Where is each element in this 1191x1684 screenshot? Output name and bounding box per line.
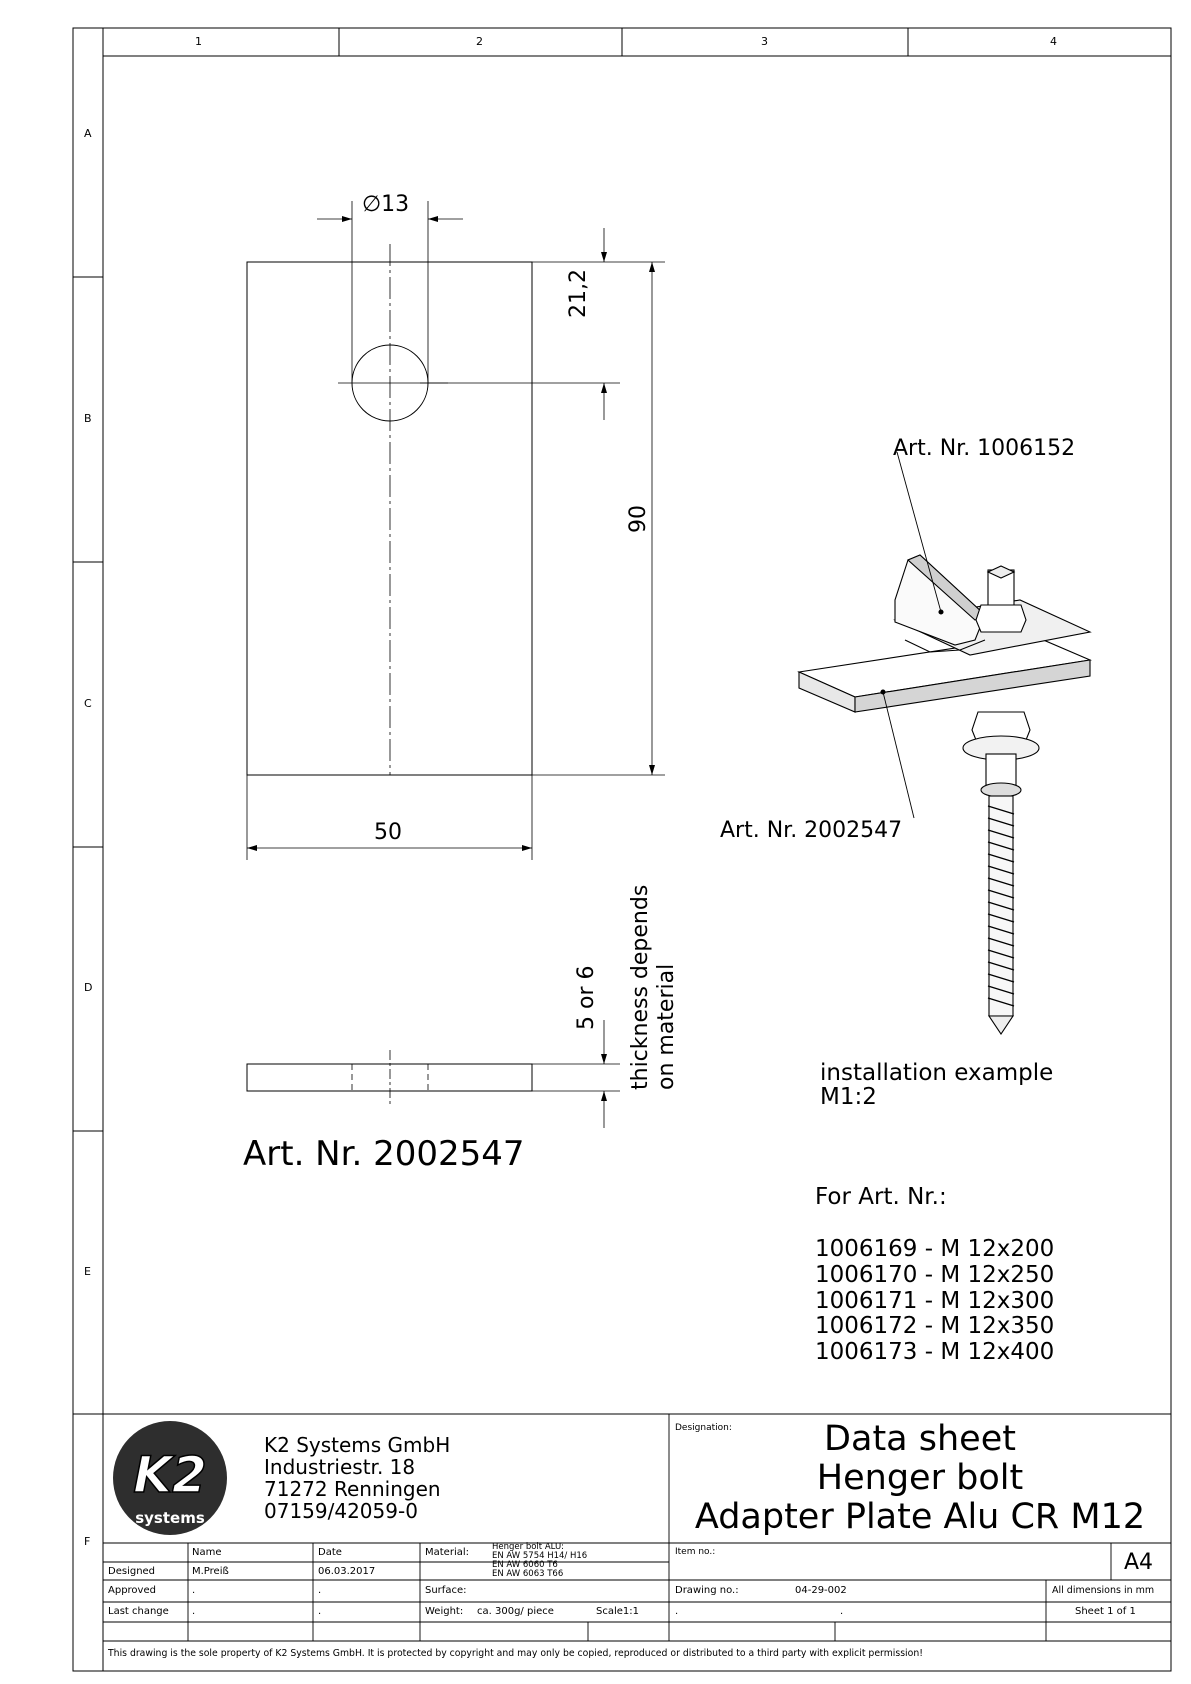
scale: Scale1:1 [596, 1606, 639, 1617]
installation-illustration [799, 452, 1090, 1034]
plate-top-view [247, 244, 532, 775]
material-value: EN AW 6063 T66 [492, 1569, 564, 1579]
designed-name: M.Preiß [192, 1566, 229, 1577]
approved-name: . [192, 1585, 196, 1596]
weight-label: Weight: [425, 1606, 464, 1617]
dim-length: 90 [626, 505, 651, 533]
date-header: Date [318, 1547, 342, 1558]
copyright-footer: This drawing is the sole property of K2 Systems GmbH. It is protected by copyright and may only be copied, reproduced or distributed to a third party with explicit permission! [108, 1648, 923, 1659]
column-label: 4 [1050, 35, 1057, 48]
drawing-no-label: Drawing no.: [675, 1585, 739, 1596]
company-name: K2 Systems GmbH [264, 1433, 451, 1457]
last-change-date: . [318, 1606, 322, 1617]
last-change-name: . [192, 1606, 196, 1617]
svg-text:K2: K2 [133, 1446, 207, 1504]
blank-field: . [840, 1606, 844, 1617]
part-label: Art. Nr. 2002547 [243, 1134, 525, 1174]
blank-field: . [675, 1606, 679, 1617]
drawing-no: 04-29-002 [795, 1585, 847, 1596]
column-label: 3 [761, 35, 768, 48]
designation-label: Designation: [675, 1423, 732, 1433]
company-phone: 07159/42059-0 [264, 1499, 418, 1523]
for-art-item: 1006169 - M 12x200 [815, 1236, 1055, 1262]
approved-label: Approved [108, 1585, 156, 1596]
column-label: 2 [476, 35, 483, 48]
for-art-item: 1006172 - M 12x350 [815, 1313, 1055, 1339]
material-value: Henger bolt ALU: [492, 1542, 565, 1552]
k2-logo [113, 1421, 227, 1535]
designed-label: Designed [108, 1566, 156, 1577]
row-label: F [84, 1535, 91, 1548]
dim-hole-diameter: ∅13 [362, 192, 410, 217]
plate-side-view [247, 1020, 620, 1128]
row-label: C [84, 697, 92, 710]
column-label: 1 [195, 35, 202, 48]
for-art-item: 1006170 - M 12x250 [815, 1262, 1055, 1288]
item-no-label: Item no.: [675, 1547, 716, 1557]
thickness-note: thickness depends [628, 884, 653, 1090]
callout-clamp: Art. Nr. 1006152 [893, 436, 1076, 461]
for-art-item: 1006173 - M 12x400 [815, 1339, 1055, 1365]
designed-date: 06.03.2017 [318, 1566, 376, 1577]
surface-label: Surface: [425, 1585, 467, 1596]
svg-text:systems: systems [135, 1509, 205, 1527]
designation-line: Henger bolt [816, 1458, 1024, 1498]
row-label: E [84, 1265, 91, 1278]
dimension-lines [247, 201, 665, 860]
dim-width: 50 [374, 820, 402, 845]
installation-caption: installation example [820, 1060, 1054, 1086]
material-value: EN AW 5754 H14/ H16 [492, 1551, 588, 1561]
weight-value: ca. 300g/ piece [477, 1606, 554, 1617]
for-art-heading: For Art. Nr.: [815, 1184, 947, 1210]
dimensions-note: All dimensions in mm [1052, 1585, 1155, 1596]
name-header: Name [192, 1547, 222, 1558]
dim-hole-offset: 21,2 [566, 269, 591, 318]
material-label: Material: [425, 1547, 469, 1558]
thickness-note: on material [654, 963, 679, 1090]
for-art-item: 1006171 - M 12x300 [815, 1288, 1055, 1314]
sheet-size: A4 [1124, 1550, 1154, 1575]
last-change-label: Last change [108, 1606, 169, 1617]
installation-scale: M1:2 [820, 1084, 877, 1110]
sheet-number: Sheet 1 of 1 [1075, 1606, 1136, 1617]
callout-plate: Art. Nr. 2002547 [720, 818, 903, 843]
material-value: EN AW 6060 T6 [492, 1560, 558, 1570]
dim-thickness: 5 or 6 [574, 965, 599, 1030]
designation-line: Adapter Plate Alu CR M12 [694, 1497, 1146, 1537]
row-label: A [84, 127, 92, 140]
designation-line: Data sheet [824, 1419, 1016, 1459]
company-city: 71272 Renningen [264, 1477, 441, 1501]
company-street: Industriestr. 18 [264, 1455, 416, 1479]
approved-date: . [318, 1585, 322, 1596]
row-label: D [84, 981, 93, 994]
row-label: B [84, 412, 92, 425]
